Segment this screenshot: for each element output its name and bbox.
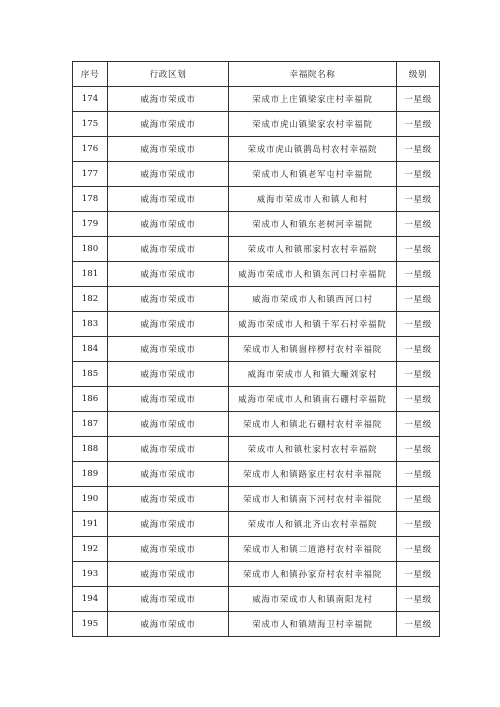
cell-home-name: 荣成市虎山镇鹊岛村农村幸福院: [229, 137, 397, 162]
cell-region: 威海市荣成市: [108, 312, 229, 337]
cell-home-name: 荣成市人和镇东老树河幸福院: [229, 212, 397, 237]
cell-level: 一星级: [397, 537, 440, 562]
cell-level: 一星级: [397, 437, 440, 462]
cell-region: 威海市荣成市: [108, 512, 229, 537]
cell-home-name: 威海市荣成市人和镇西河口村: [229, 287, 397, 312]
cell-serial-number: 174: [73, 87, 108, 112]
cell-level: 一星级: [397, 362, 440, 387]
cell-home-name: 荣成市人和镇崮梓椤村农村幸福院: [229, 337, 397, 362]
cell-region: 威海市荣成市: [108, 462, 229, 487]
cell-level: 一星级: [397, 262, 440, 287]
cell-region: 威海市荣成市: [108, 87, 229, 112]
cell-serial-number: 178: [73, 187, 108, 212]
cell-home-name: 威海市荣成市人和镇人和村: [229, 187, 397, 212]
cell-home-name: 荣成市人和镇北齐山农村幸福院: [229, 512, 397, 537]
cell-region: 威海市荣成市: [108, 187, 229, 212]
cell-home-name: 荣成市人和镇南下河村农村幸福院: [229, 487, 397, 512]
table-row: [73, 412, 440, 437]
cell-region: 威海市荣成市: [108, 262, 229, 287]
cell-level: 一星级: [397, 562, 440, 587]
cell-serial-number: 175: [73, 112, 108, 137]
table-row: [73, 137, 440, 162]
cell-serial-number: 190: [73, 487, 108, 512]
table-body: [73, 87, 440, 637]
table-row: [73, 337, 440, 362]
cell-home-name: 威海市荣成市人和镇南石硼村幸福院: [229, 387, 397, 412]
cell-serial-number: 182: [73, 287, 108, 312]
table-row: [73, 462, 440, 487]
cell-home-name: 荣成市虎山镇梁家农村幸福院: [229, 112, 397, 137]
cell-region: 威海市荣成市: [108, 212, 229, 237]
cell-serial-number: 179: [73, 212, 108, 237]
cell-home-name: 威海市荣成市人和镇南阳龙村: [229, 587, 397, 612]
cell-level: 一星级: [397, 387, 440, 412]
cell-serial-number: 185: [73, 362, 108, 387]
cell-home-name: 威海市荣成市人和镇东河口村幸福院: [229, 262, 397, 287]
cell-serial-number: 193: [73, 562, 108, 587]
cell-serial-number: 189: [73, 462, 108, 487]
table-row: [73, 87, 440, 112]
cell-home-name: 荣成市上庄镇梁家庄村幸福院: [229, 87, 397, 112]
cell-level: 一星级: [397, 312, 440, 337]
cell-serial-number: 180: [73, 237, 108, 262]
table-row: [73, 237, 440, 262]
cell-level: 一星级: [397, 212, 440, 237]
header-level: 级别: [397, 62, 440, 87]
cell-serial-number: 181: [73, 262, 108, 287]
cell-region: 威海市荣成市: [108, 362, 229, 387]
table-row: [73, 612, 440, 637]
cell-region: 威海市荣成市: [108, 537, 229, 562]
cell-serial-number: 177: [73, 162, 108, 187]
cell-level: 一星级: [397, 612, 440, 637]
cell-serial-number: 194: [73, 587, 108, 612]
cell-level: 一星级: [397, 87, 440, 112]
cell-serial-number: 176: [73, 137, 108, 162]
table-row: [73, 562, 440, 587]
table-row: [73, 262, 440, 287]
table-row: [73, 112, 440, 137]
cell-region: 威海市荣成市: [108, 437, 229, 462]
cell-region: 威海市荣成市: [108, 162, 229, 187]
table-row: [73, 387, 440, 412]
header-serial-number: 序号: [73, 62, 108, 87]
cell-level: 一星级: [397, 462, 440, 487]
table-row: [73, 212, 440, 237]
cell-home-name: 荣成市人和镇路家庄村农村幸福院: [229, 462, 397, 487]
cell-home-name: 威海市荣成市人和镇大疃刘家村: [229, 362, 397, 387]
cell-region: 威海市荣成市: [108, 412, 229, 437]
cell-level: 一星级: [397, 287, 440, 312]
cell-home-name: 荣成市人和镇二道港村农村幸福院: [229, 537, 397, 562]
cell-home-name: 威海市荣成市人和镇千军石村幸福院: [229, 312, 397, 337]
table-row: [73, 312, 440, 337]
cell-level: 一星级: [397, 587, 440, 612]
cell-home-name: 荣成市人和镇靖海卫村幸福院: [229, 612, 397, 637]
cell-level: 一星级: [397, 187, 440, 212]
cell-level: 一星级: [397, 162, 440, 187]
cell-level: 一星级: [397, 512, 440, 537]
cell-level: 一星级: [397, 337, 440, 362]
table-row: [73, 512, 440, 537]
cell-serial-number: 188: [73, 437, 108, 462]
cell-level: 一星级: [397, 112, 440, 137]
header-region: 行政区划: [108, 62, 229, 87]
cell-serial-number: 184: [73, 337, 108, 362]
table-row: [73, 162, 440, 187]
cell-region: 威海市荣成市: [108, 587, 229, 612]
cell-region: 威海市荣成市: [108, 137, 229, 162]
cell-home-name: 荣成市人和镇杜家村农村幸福院: [229, 437, 397, 462]
table-row: [73, 437, 440, 462]
cell-home-name: 荣成市人和镇老军屯村幸福院: [229, 162, 397, 187]
cell-home-name: 荣成市人和镇孙家夼村农村幸福院: [229, 562, 397, 587]
cell-region: 威海市荣成市: [108, 562, 229, 587]
cell-region: 威海市荣成市: [108, 612, 229, 637]
cell-level: 一星级: [397, 412, 440, 437]
cell-level: 一星级: [397, 237, 440, 262]
cell-region: 威海市荣成市: [108, 487, 229, 512]
cell-home-name: 荣成市人和镇邢家村农村幸福院: [229, 237, 397, 262]
cell-level: 一星级: [397, 137, 440, 162]
table-row: [73, 537, 440, 562]
cell-region: 威海市荣成市: [108, 337, 229, 362]
cell-region: 威海市荣成市: [108, 287, 229, 312]
cell-serial-number: 183: [73, 312, 108, 337]
cell-serial-number: 195: [73, 612, 108, 637]
nursing-home-table: [72, 61, 440, 637]
table-row: [73, 487, 440, 512]
table-row: [73, 587, 440, 612]
cell-home-name: 荣成市人和镇北石硼村农村幸福院: [229, 412, 397, 437]
table-row: [73, 187, 440, 212]
cell-region: 威海市荣成市: [108, 387, 229, 412]
cell-serial-number: 192: [73, 537, 108, 562]
cell-region: 威海市荣成市: [108, 112, 229, 137]
table-header-row: [73, 62, 440, 87]
cell-level: 一星级: [397, 487, 440, 512]
cell-region: 威海市荣成市: [108, 237, 229, 262]
table-row: [73, 362, 440, 387]
header-home-name: 幸福院名称: [229, 62, 397, 87]
cell-serial-number: 191: [73, 512, 108, 537]
cell-serial-number: 186: [73, 387, 108, 412]
table-row: [73, 287, 440, 312]
cell-serial-number: 187: [73, 412, 108, 437]
